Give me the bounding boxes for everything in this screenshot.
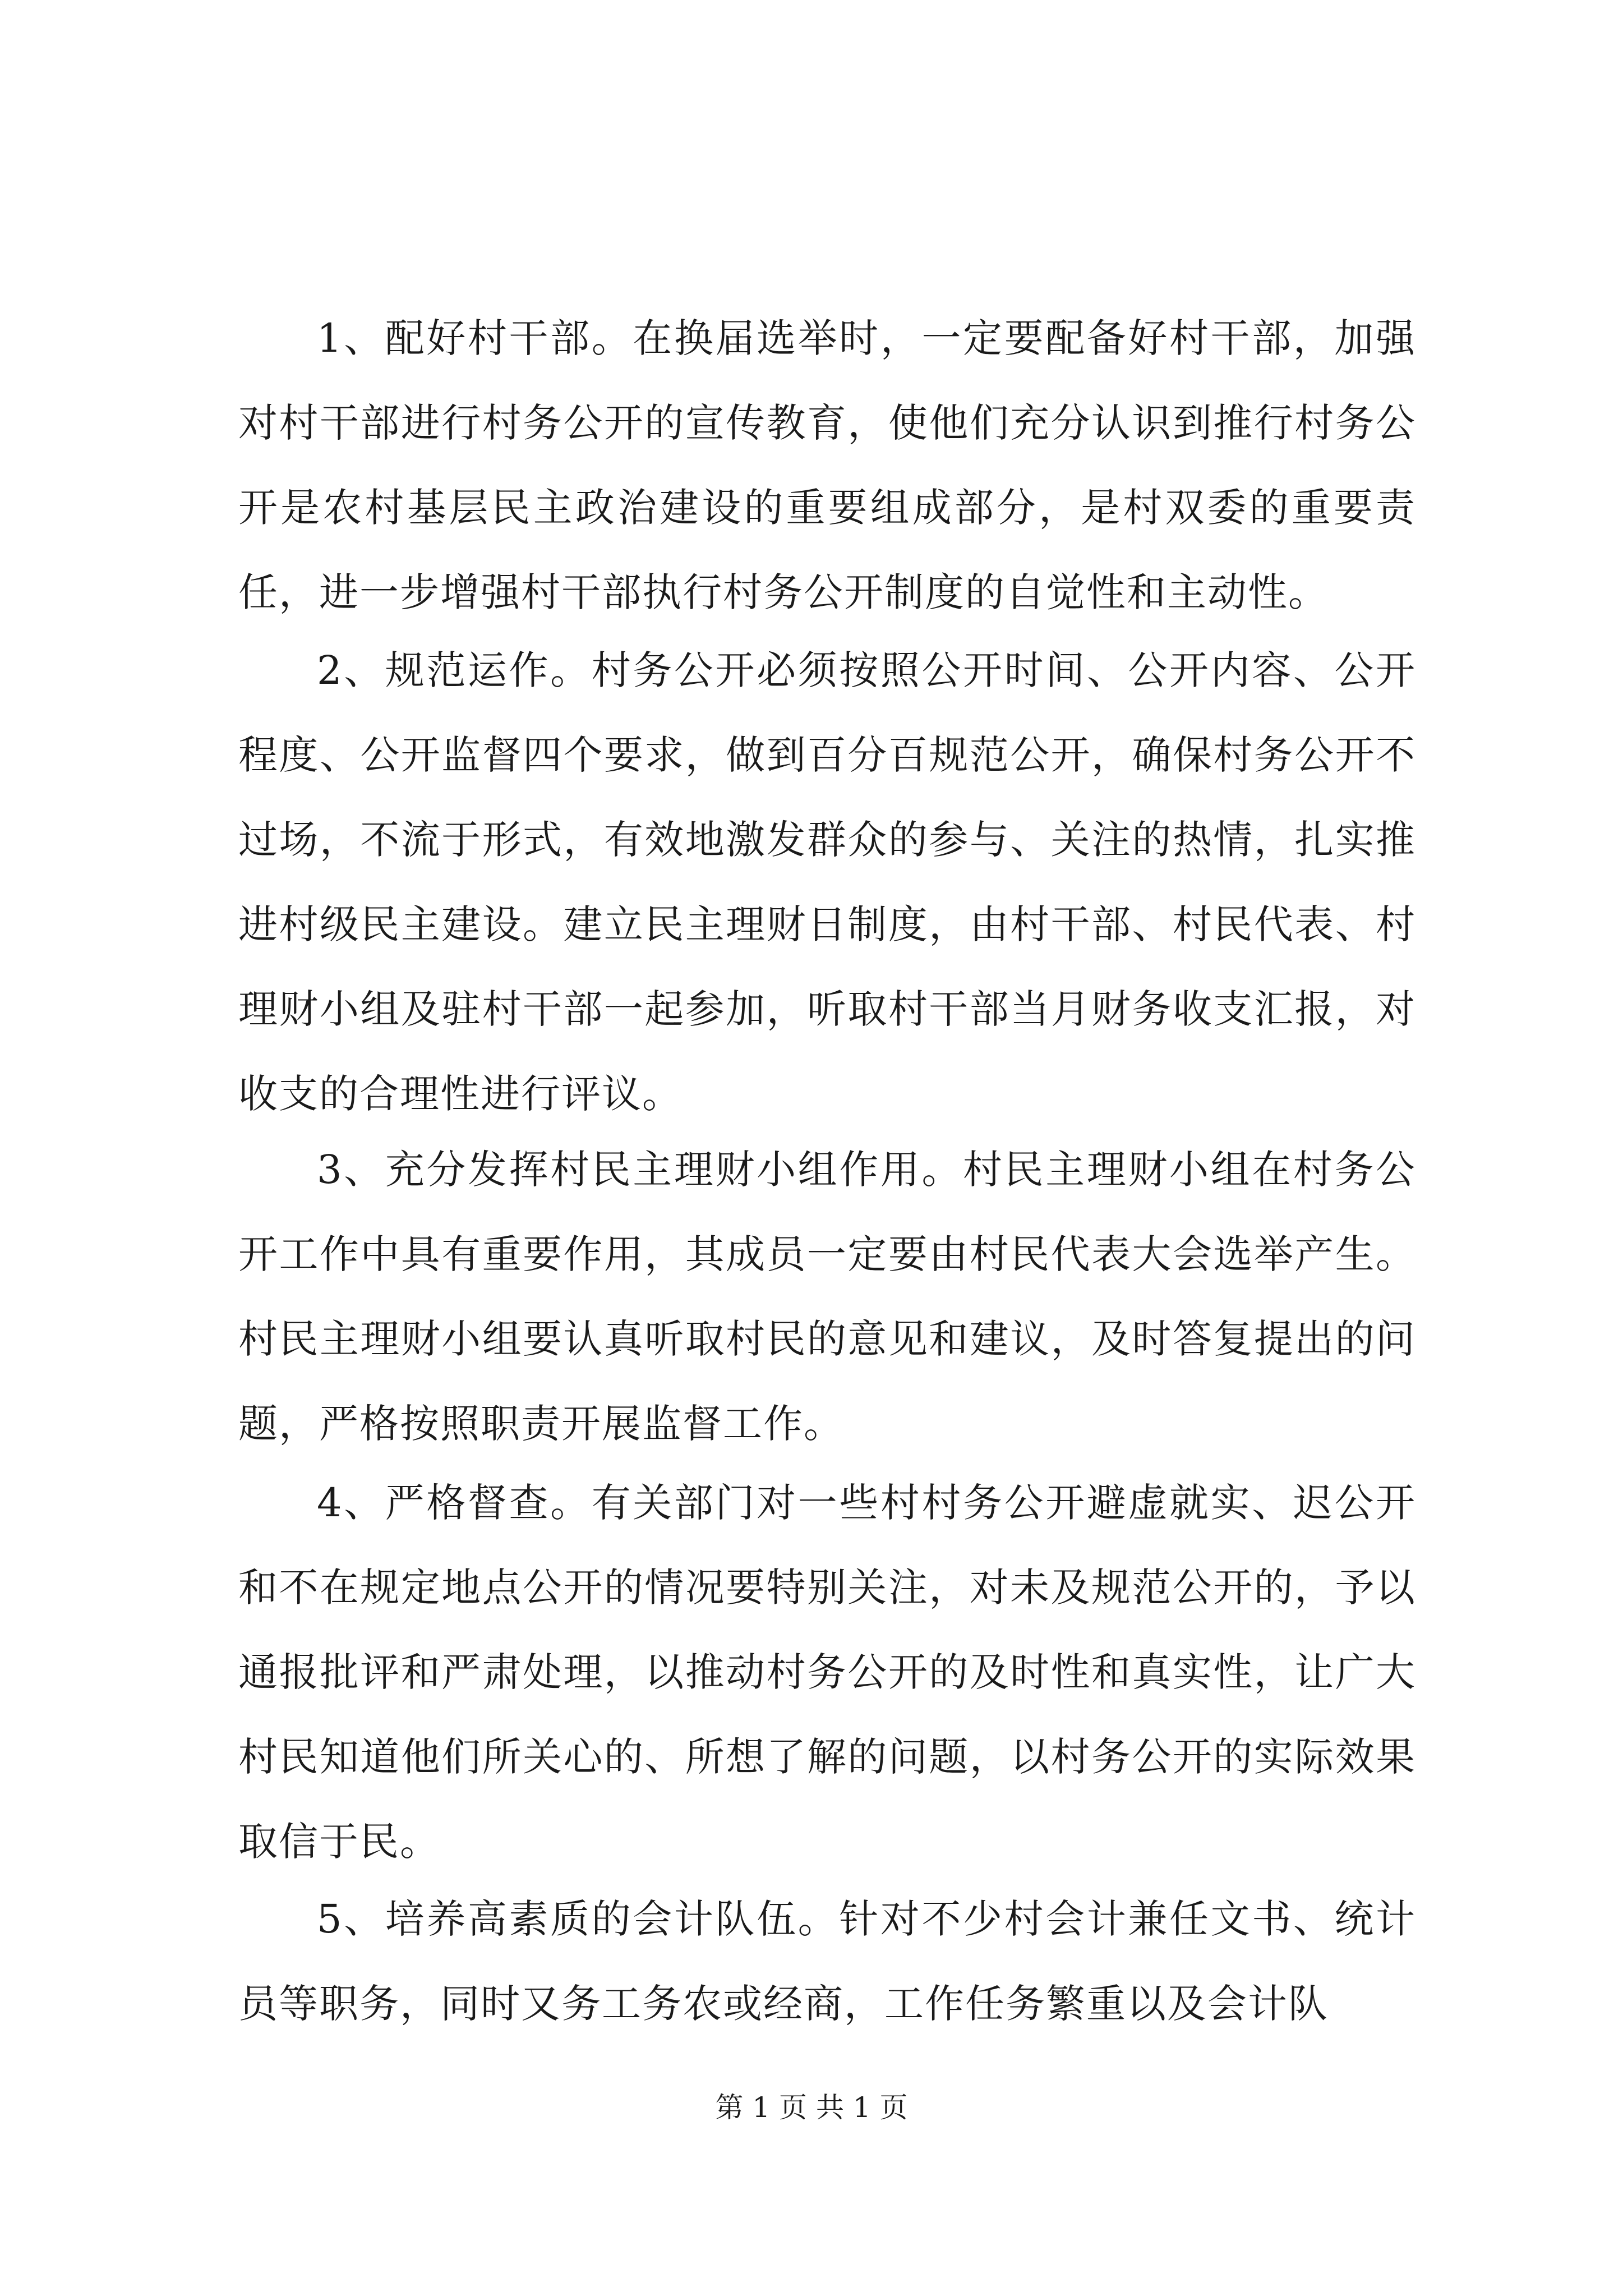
paragraph-3: 3、充分发挥村民主理财小组作用。村民主理财小组在村务公开工作中具有重要作用，其成员一定要由村民代表大会选举产生。村民主理财小组要认真听取村民的意见和建议，及时答复提出的问题，严格按照职责开展监督工作。 xyxy=(238,1147,1416,1447)
paragraph-4: 4、严格督查。有关部门对一些村村务公开避虚就实、迟公开和不在规定地点公开的情况要特别关注，对未及规范公开的，予以通报批评和严肃处理，以推动村务公开的及时性和真实性，让广大村民知道他们所关心的、所想了解的问题，以村务公开的实际效果取信于民。 xyxy=(238,1480,1416,1865)
paragraph-5: 5、培养高素质的会计队伍。针对不少村会计兼任文书、统计员等职务，同时又务工务农或经商，工作任务繁重以及会计队 xyxy=(238,1896,1416,2027)
paragraph-1: 1、配好村干部。在换届选举时，一定要配备好村干部，加强对村干部进行村务公开的宣传教育，使他们充分认识到推行村务公开是农村基层民主政治建设的重要组成部分，是村双委的重要责任，进一步增强村干部执行村务公开制度的自觉性和主动性。 xyxy=(238,315,1416,615)
page-footer: 第 1 页 共 1 页 xyxy=(715,2091,908,2124)
paragraph-2: 2、规范运作。村务公开必须按照公开时间、公开内容、公开程度、公开监督四个要求，做到百分百规范公开，确保村务公开不过场，不流于形式，有效地激发群众的参与、关注的热情，扎实推进村级民主建设。建立民主理财日制度，由村干部、村民代表、村理财小组及驻村干部一起参加，听取村干部当月财务收支汇报，对收支的合理性进行评议。 xyxy=(238,647,1416,1117)
